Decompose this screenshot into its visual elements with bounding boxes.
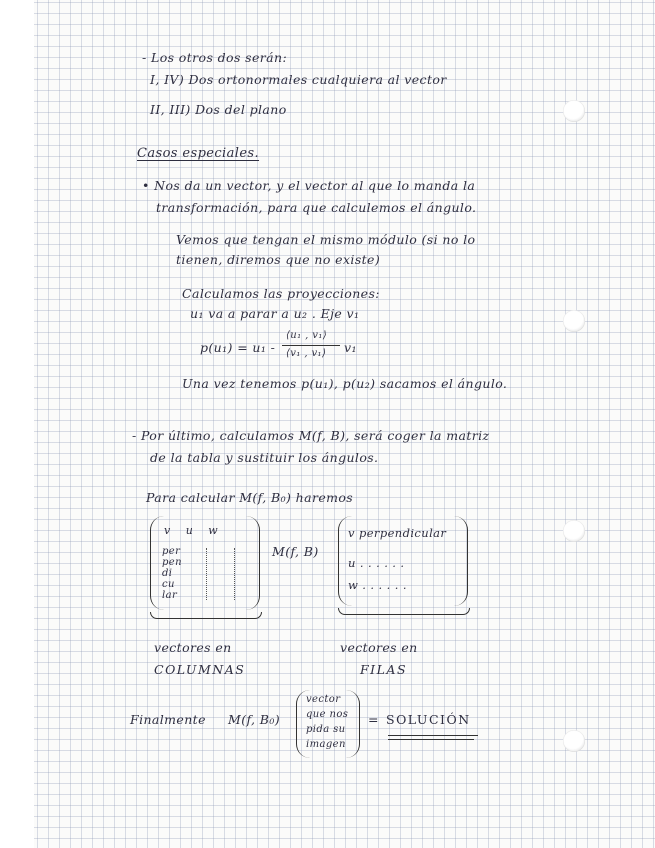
matrix-row: w . . . . . . — [348, 578, 407, 592]
final-vector-line: imagen — [306, 739, 346, 750]
note-line: II, III) Dos del plano — [150, 102, 287, 117]
section-heading: Casos especiales. — [137, 146, 260, 161]
binder-hole — [563, 520, 585, 542]
underbrace — [150, 612, 262, 619]
matrix-col-headers: v u w — [164, 524, 224, 537]
caption: vectores en — [154, 640, 232, 655]
equals-sign: = — [368, 712, 379, 727]
final-vector-line: pida su — [306, 724, 346, 735]
matrix-row-label: di — [162, 568, 173, 579]
note-line: Finalmente — [130, 712, 206, 727]
matrix-row-label: lar — [162, 590, 178, 601]
note-line: de la tabla y sustituir los ángulos. — [150, 450, 379, 465]
formula-lhs: p(u₁) = u₁ - — [200, 340, 276, 355]
note-line: Para calcular M(f, B₀) haremos — [146, 490, 354, 505]
note-line: u₁ va a parar a u₂ . Eje v₁ — [190, 306, 360, 321]
note-line: I, IV) Dos ortonormales cualquiera al vector — [150, 72, 447, 87]
binder-hole — [563, 100, 585, 122]
note-line: - Los otros dos serán: — [142, 50, 288, 65]
underbrace — [338, 608, 470, 615]
note-line: transformación, para que calculemos el ángulo. — [156, 200, 477, 215]
note-line: - Por último, calculamos M(f, B), será coger la matriz — [132, 428, 490, 443]
final-vector-line: que nos — [306, 709, 349, 720]
matrix-row-label: pen — [162, 557, 182, 568]
caption: vectores en — [340, 640, 418, 655]
page-margin — [0, 0, 34, 848]
note-line: tienen, diremos que no existe) — [176, 252, 381, 267]
note-line: Calculamos las proyecciones: — [182, 286, 380, 301]
double-underline — [388, 739, 474, 740]
formula-numerator: ⟨u₁ , v₁⟩ — [286, 330, 328, 341]
formula-denominator: ⟨v₁ , v₁⟩ — [286, 348, 327, 359]
matrix-row: u . . . . . . — [348, 556, 405, 570]
note-line: Una vez tenemos p(u₁), p(u₂) sacamos el ángulo. — [182, 376, 508, 391]
binder-hole — [563, 730, 585, 752]
solution-label: SOLUCIÓN — [386, 712, 471, 727]
formula-rhs: v₁ — [344, 340, 357, 355]
caption: COLUMNAS — [154, 662, 246, 677]
note-line: • Nos da un vector, y el vector al que lo manda la — [142, 178, 476, 193]
double-underline — [388, 735, 478, 736]
fraction-bar — [282, 345, 340, 346]
note-line: Vemos que tengan el mismo módulo (si no lo — [176, 232, 476, 247]
column-divider — [206, 548, 207, 600]
matrix-operator: M(f, B) — [272, 544, 319, 559]
column-divider — [234, 548, 235, 600]
matrix-row: v perpendicular — [348, 526, 447, 540]
matrix-row-label: per — [162, 546, 181, 557]
caption: FILAS — [360, 662, 408, 677]
binder-hole — [563, 310, 585, 332]
final-vector-line: vector — [306, 694, 341, 705]
final-matrix: M(f, B₀) — [228, 712, 281, 727]
matrix-row-label: cu — [162, 579, 175, 590]
